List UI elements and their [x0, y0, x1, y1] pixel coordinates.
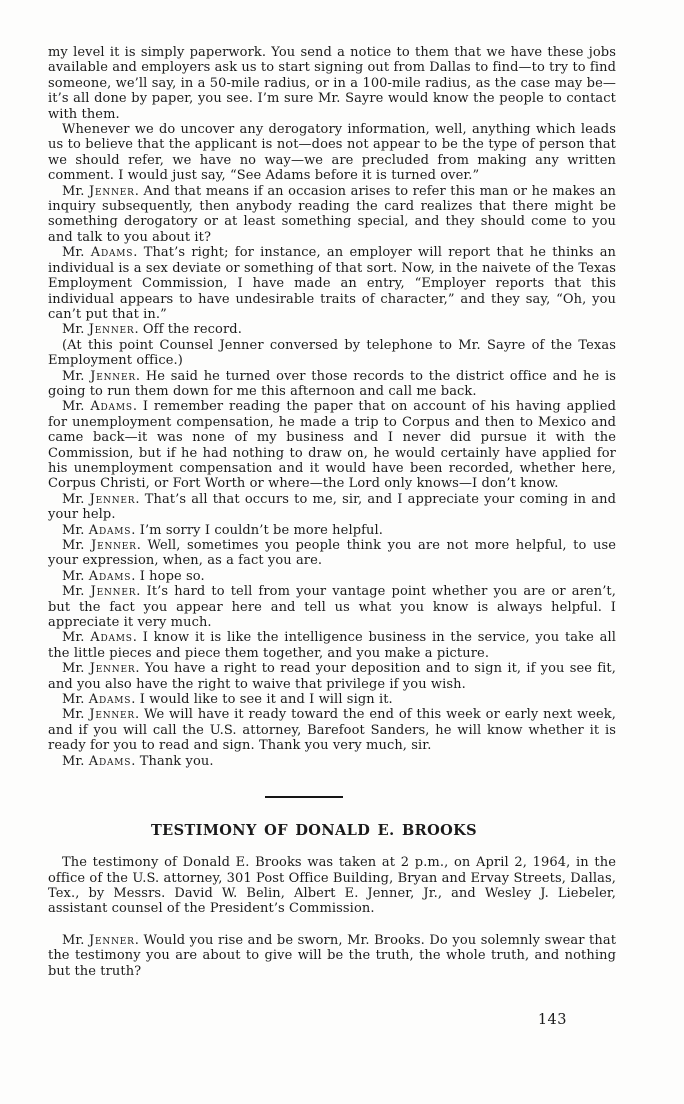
transcript-paragraph: Mr. Jenner. That’s all that occurs to me, sir, and I appreciate your coming in and your help.: [48, 491, 616, 523]
transcript-paragraph: my level it is simply paperwork. You send a notice to them that we have these jobs available and employers ask us to start signing out from Dallas to find—to try to find someone, we’ll say, in a 50-mile radius, or in a 100-mile radius, as the case may be—it’s all done by paper, you see. I’m sure Mr. Sayre would know the people to contact with them.: [48, 45, 616, 122]
speaker-name: Adams: [90, 630, 133, 646]
speaker-label: Mr. Jenner.: [62, 368, 146, 384]
speaker-name: Jenner: [88, 322, 135, 338]
speaker-label: Mr. Adams.: [62, 692, 140, 708]
section-heading: TESTIMONY OF DONALD E. BROOKS: [150, 822, 478, 840]
testimony-intro-section: [48, 855, 616, 979]
speaker-label: Mr. Jenner.: [62, 584, 147, 600]
transcript-paragraph: Mr. Adams. That’s right; for instance, an employer will report that he thinks an individual is a sex deviate or something of that sort. Now, in the naivete of the Texas Employment Commission, I have made an entry, “Employer reports that this individual appears to have undesirable traits of character,” and they say, “Oh, you can’t put that in.”: [48, 245, 617, 322]
speaker-name: Adams: [88, 568, 132, 584]
transcript-paragraph: Mr. Jenner. Well, sometimes you people think you are not more helpful, to use your expression, when, as a fact you are.: [48, 538, 617, 569]
page-number: 143: [537, 1012, 567, 1028]
transcript-section: [48, 45, 616, 769]
transcript-paragraph: Mr. Jenner. Off the record.: [62, 322, 242, 338]
transcript-paragraph: Mr. Jenner. And that means if an occasion arises to refer this man or he makes an inquiry subsequently, then anybody reading the card realizes that there might be something derogatory or at least something special, and they should come to you and talk to you about it?: [48, 183, 617, 245]
speaker-name: Jenner: [90, 368, 136, 384]
transcript-paragraph: Whenever we do uncover any derogatory information, well, anything which leads us to believe that the applicant is not—does not appear to be the type of person that we should refer, we have no way—we are precluded from making any written comment. I would just say, “See Adams before it is turned over.”: [48, 122, 616, 184]
speaker-name: Jenner: [89, 707, 136, 723]
speaker-label: Mr. Adams.: [62, 568, 140, 584]
speaker-label: Mr. Jenner.: [62, 932, 144, 948]
speaker-name: Jenner: [91, 538, 137, 553]
speaker-label: Mr. Jenner.: [62, 707, 145, 723]
speaker-label: Mr. Jenner.: [62, 183, 144, 199]
transcript-paragraph: Mr. Adams. I remember reading the paper that on account of his having applied for unemployment compensation, he made a trip to Corpus and then to Mexico and came back—it was none of my business and I never did pursue it with the Commission, but if he had nothing to draw on, he would certainly have applied for his unemployment compensation and it would have been recorded, whether here, Corpus Christi, or Fort Worth or where—the Lord only knows—I don’t know.: [48, 399, 617, 492]
speaker-label: Mr. Jenner.: [62, 491, 145, 507]
transcript-paragraph: Mr. Adams. I hope so.: [62, 568, 205, 584]
speaker-name: Adams: [90, 399, 133, 415]
transcript-paragraph: Mr. Adams. I know it is like the intelligence business in the service, you take all the little pieces and piece them together, and you make a picture.: [48, 630, 616, 661]
speaker-name: Adams: [88, 753, 132, 769]
speaker-name: Jenner: [89, 932, 135, 948]
speaker-label: Mr. Adams.: [62, 399, 143, 415]
transcript-paragraph: Mr. Adams. Thank you.: [62, 753, 214, 769]
speaker-label: Mr. Jenner.: [62, 322, 143, 338]
speaker-name: Adams: [88, 522, 132, 538]
transcript-paragraph: Mr. Jenner. It’s hard to tell from your vantage point whether you are or aren’t, but the fact you appear here and tell us what you know is always helpful. I appreciate it very much.: [48, 584, 616, 631]
speaker-label: Mr. Adams.: [62, 753, 140, 769]
speaker-name: Jenner: [89, 661, 136, 677]
speaker-label: Mr. Adams.: [62, 245, 144, 261]
speaker-label: Mr. Jenner.: [62, 661, 145, 677]
transcript-paragraph: Mr. Adams. I’m sorry I couldn’t be more helpful.: [62, 522, 383, 538]
section-divider: [265, 796, 343, 798]
speaker-label: Mr. Adams.: [62, 522, 140, 538]
speaker-name: Jenner: [89, 183, 135, 199]
transcript-paragraph: Mr. Jenner. We will have it ready toward the end of this week or early next week, and if you will call the U.S. attorney, Barefoot Sanders, he will know whether it is ready for you to read and sign. Thank you very much, sir.: [48, 707, 616, 754]
transcript-paragraph: Mr. Jenner. You have a right to read your deposition and to sign it, if you see fit, and you also have the right to waive that privilege if you wish.: [48, 661, 616, 692]
speaker-name: Adams: [88, 692, 132, 708]
transcript-paragraph: (At this point Counsel Jenner conversed by telephone to Mr. Sayre of the Texas Employment office.): [48, 337, 616, 369]
speaker-label: Mr. Jenner.: [62, 538, 148, 553]
testimony-paragraph: Mr. Jenner. Would you rise and be sworn, Mr. Brooks. Do you solemnly swear that the testimony you are about to give will be the truth, the whole truth, and nothing but the truth?: [48, 932, 617, 979]
speaker-label: Mr. Adams.: [62, 630, 143, 646]
speaker-name: Jenner: [89, 491, 136, 507]
testimony-paragraph: The testimony of Donald E. Brooks was taken at 2 p.m., on April 2, 1964, in the office of the U.S. attorney, 301 Post Office Building, Bryan and Ervay Streets, Dallas, Tex., by Messrs. David W. Belin, Albert E. Jenner, Jr., and Wesley J. Liebeler, assistant counsel of the President’s Commission.: [48, 855, 616, 917]
page-content: [48, 45, 616, 979]
transcript-paragraph: Mr. Adams. I would like to see it and I will sign it.: [62, 692, 393, 708]
speaker-name: Jenner: [90, 584, 137, 600]
speaker-name: Adams: [90, 245, 134, 261]
transcript-paragraph: Mr. Jenner. He said he turned over those records to the district office and he is going to run them down for me this afternoon and call me back.: [48, 368, 617, 399]
